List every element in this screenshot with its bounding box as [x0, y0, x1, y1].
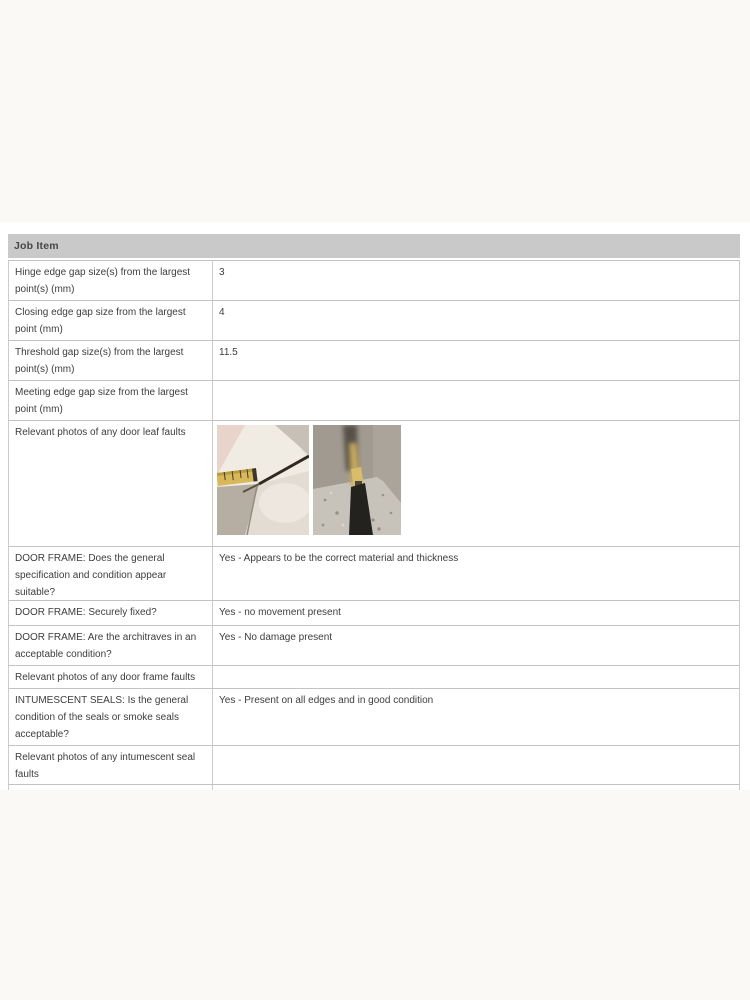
table-row-meeting-edge-gap [8, 380, 740, 420]
row-label: INTUMESCENT SEALS: Is the general condition of the seals or smoke seals acceptable? [9, 689, 213, 745]
row-photos [213, 421, 739, 546]
door-edge-photo-graphic [217, 425, 309, 535]
row-value: Yes - Present on all edges and in good condition [219, 695, 434, 706]
row-label: Relevant photos of any door frame faults [9, 666, 213, 688]
row-label: DOOR FRAME: Are the architraves in an acceptable condition? [9, 626, 213, 665]
row-label: Relevant photos of any intumescent seal faults [9, 746, 213, 784]
table-row-door-leaf-photos [8, 420, 740, 546]
table-row-door-frame-architraves [8, 625, 740, 665]
row-value: Yes - no movement present [219, 607, 341, 618]
table-row-hinge-edge-gap [8, 260, 740, 300]
table-row-intumescent-seal-photos [8, 745, 740, 784]
door-threshold-gap-tape-measure-photo [313, 425, 401, 535]
table-row-door-frame-specification [8, 546, 740, 600]
door-edge-gap-tape-measure-photo [217, 425, 309, 535]
row-value: Yes - No damage present [219, 632, 333, 643]
row-value: Yes - Appears to be the correct material and thickness [219, 553, 459, 564]
table-row-door-frame-securely-fixed [8, 600, 740, 625]
row-label: DOOR FRAME: Does the general specification and condition appear suitable? [9, 547, 213, 600]
row-value [213, 746, 739, 784]
table-row-closing-edge-gap [8, 300, 740, 340]
row-value [213, 666, 739, 688]
row-label: Closing edge gap size from the largest point (mm) [9, 301, 213, 340]
row-label: Relevant photos of any door leaf faults [9, 421, 213, 546]
row-value: 11.5 [219, 347, 238, 358]
job-item-table [8, 234, 740, 790]
row-label [9, 785, 213, 790]
row-value: 4 [219, 307, 225, 318]
door-threshold-photo-graphic [313, 425, 401, 535]
row-value [213, 381, 739, 420]
table-row-intumescent-seals [8, 688, 740, 745]
table-row-cutoff [8, 784, 740, 790]
report-content-area [0, 222, 750, 790]
row-value: 3 [219, 267, 225, 278]
table-row-door-frame-photos [8, 665, 740, 688]
table-row-threshold-gap [8, 340, 740, 380]
row-label: Hinge edge gap size(s) from the largest point(s) (mm) [9, 261, 213, 300]
row-label: Threshold gap size(s) from the largest point(s) (mm) [9, 341, 213, 380]
row-label: Meeting edge gap size from the largest point (mm) [9, 381, 213, 420]
row-label: DOOR FRAME: Securely fixed? [9, 601, 213, 625]
row-value [213, 785, 739, 790]
table-header-row [8, 234, 740, 258]
table-header-label: Job Item [14, 240, 59, 252]
